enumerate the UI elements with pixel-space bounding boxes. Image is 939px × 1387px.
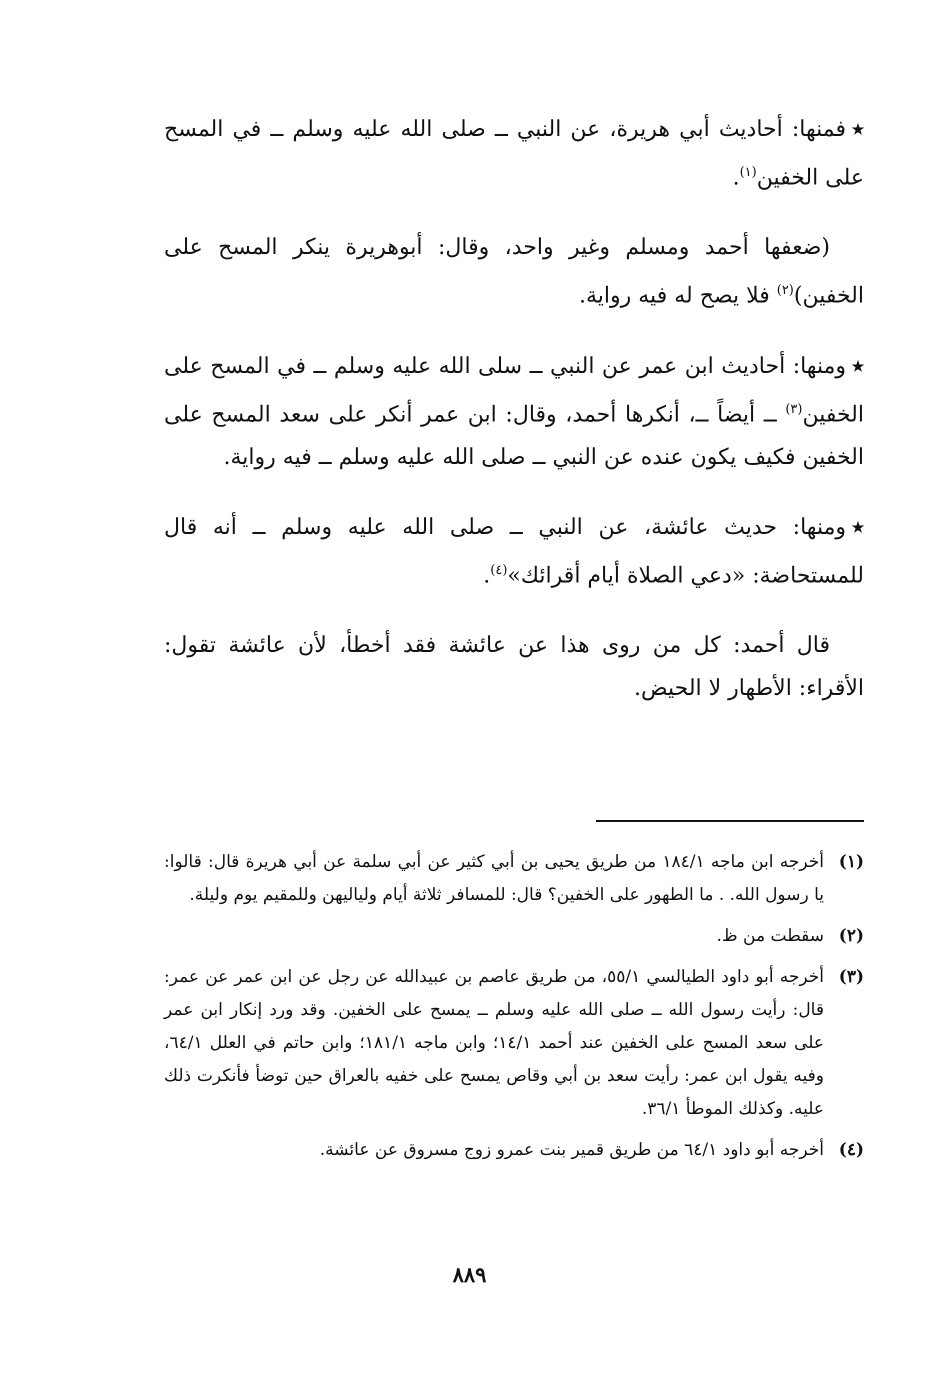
paragraph-tail: . xyxy=(732,165,740,191)
footnote-number: (٤) xyxy=(838,1140,864,1160)
paragraph-abu-hurayra xyxy=(164,108,864,199)
footnote-2 xyxy=(164,920,864,953)
footnote-text: أخرجه ابن ماجه ١٨٤/١ من طريق يحيى بن أبي كثير عن أبي سلمة عن أبي هريرة قال: قالوا: يا رسول الله. . ما الطهور على الخفين؟ قال: للمسافر ثلاثة أيام ولياليهن وللمقيم يوم وليلة. xyxy=(164,852,824,905)
footnote-ref[interactable]: (٣) xyxy=(785,401,803,417)
main-text xyxy=(164,108,864,737)
footnote-divider xyxy=(596,820,864,822)
paragraph-text: ومنها: أحاديث ابن عمر عن النبي ــ سلى الله عليه وسلم ــ في المسح على الخفين xyxy=(164,353,864,427)
page-number: ٨٨٩ xyxy=(452,1262,487,1287)
footnote-4 xyxy=(164,1134,864,1167)
paragraph-aisha xyxy=(164,506,864,597)
paragraph-ahmad-said xyxy=(164,624,864,710)
footnote-ref[interactable]: (٤) xyxy=(490,562,508,578)
paragraph-ahmad-weakened xyxy=(164,226,864,317)
paragraph-tail: . xyxy=(483,563,491,589)
star-bullet-icon: ٭ xyxy=(852,513,864,540)
paragraph-ibn-umar xyxy=(164,345,864,479)
footnote-1 xyxy=(164,846,864,912)
paragraph-text: فمنها: أحاديث أبي هريرة، عن النبي ــ صلى الله عليه وسلم ــ في المسح على الخفين xyxy=(164,117,864,191)
star-bullet-icon: ٭ xyxy=(852,352,864,379)
footnote-text: أخرجه أبو داود ٦٤/١ من طريق قمير بنت عمرو زوج مسروق عن عائشة. xyxy=(319,1140,824,1160)
paragraph-text: ومنها: حديث عائشة، عن النبي ــ صلى الله عليه وسلم ــ أنه قال للمستحاضة: «دعي الصلاة أيام أقرائك» xyxy=(164,514,864,589)
footnote-ref[interactable]: (١) xyxy=(739,165,757,180)
footnote-text: سقطت من ظ. xyxy=(716,926,824,946)
footnote-number: (٢) xyxy=(838,926,864,946)
footnote-number: (١) xyxy=(838,852,864,872)
footnote-ref[interactable]: (٢) xyxy=(776,283,794,299)
footnote-text: أخرجه أبو داود الطيالسي ٥٥/١، من طريق عاصم بن عبيدالله عن رجل عن ابن عمر عن عمر: قال: رأيت رسول الله ــ صلى الله عليه وسلم ــ يمسح على الخفين. وقد ورد إنكار ابن عمر على سعد المسح على الخفين عند أحمد ١٤/١؛ وابن ماجه ١٨١/١؛ وابن حاتم في العلل ٦٤/١، وفيه يقول ابن عمر: رأيت سعد بن أبي وقاص يمسح على خفيه بالعراق حين توضأ فأنكرت ذلك عليه. وكذلك الموطأ ٣٦/١. xyxy=(164,967,824,1119)
footnotes xyxy=(164,846,864,1175)
footnote-3 xyxy=(164,961,864,1126)
footnote-number: (٣) xyxy=(838,967,864,987)
paragraph-text: (ضعفها أحمد ومسلم وغير واحد، وقال: أبوهريرة ينكر المسح على الخفين) xyxy=(164,235,864,309)
star-bullet-icon: ٭ xyxy=(852,116,864,142)
paragraph-text: قال أحمد: كل من روى هذا عن عائشة فقد أخطأ، لأن عائشة تقول: الأقراء: الأطهار لا الحيض. xyxy=(164,633,864,702)
paragraph-tail: فلا يصح له فيه رواية. xyxy=(579,283,777,309)
paragraph-tail: ــ أيضاً ــ، أنكرها أحمد، وقال: ابن عمر أنكر على سعد المسح على الخفين فكيف يكون عنده عن النبي ــ صلى الله عليه وسلم ــ فيه رواية. xyxy=(164,401,864,470)
